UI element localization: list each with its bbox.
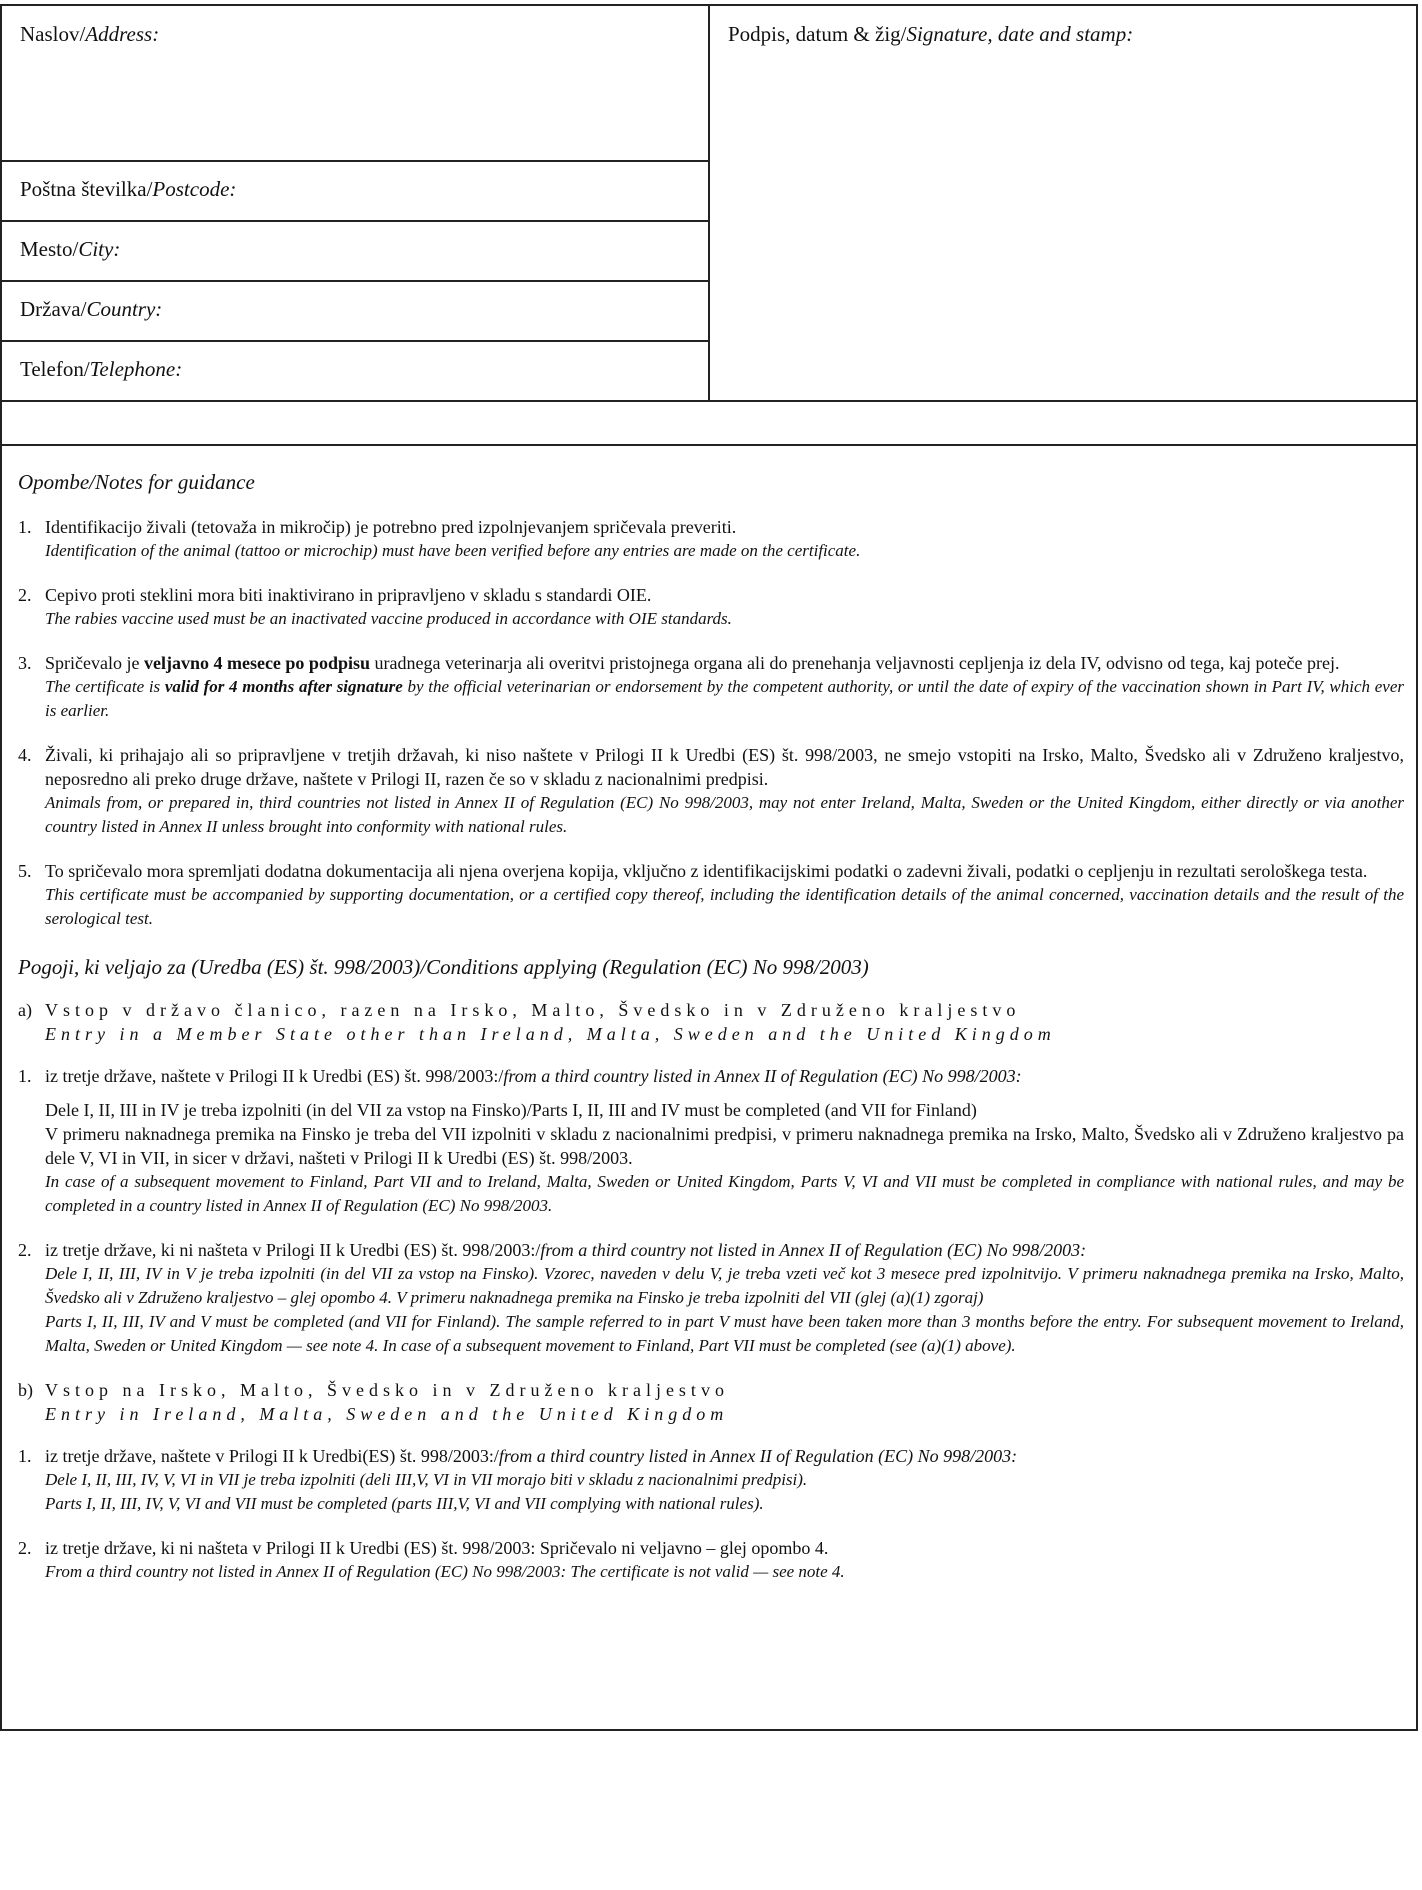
condition-item: 1. iz tretje države, naštete v Prilogi II k Uredbi(ES) št. 998/2003:/from a third country listed in Annex II of Regulation (EC) No 998/2003: Dele I, II, III, IV, V, VI in VII je treba izpolniti (deli III,V, VI in VII morajo biti v skladu z nacionalnimi predpisi). Parts I, II, III, IV, V, VI and VII must be completed (parts III,V, VI and VII complying with national rules).: [18, 1446, 1018, 1513]
divider: [2, 220, 708, 222]
condition-item: 1. iz tretje države, naštete v Prilogi II k Uredbi (ES) št. 998/2003:/from a third country listed in Annex II of Regulation (EC) No 998/2003: Dele I, II, III in IV je treba izpolniti (in del VII za vstop na Finsko)/Parts I, II, III and IV must be completed (and VII for Finland) V primeru naknadnega premika na Finsko je treba del VII izpolniti v skladu z nacionalnimi predpisi, v primeru naknadnega premika na Irsko, Malto, Švedsko ali v Združeno kraljestvo pa dele V, VI in VII, in sicer v državi, našteti v Prilogi II k Uredbi (ES) št. 998/2003. In case of a subsequent movement to Finland, Part VII and to Ireland, Malta, Sweden or United Kingdom, Parts V, VI and VII must be completed in compliance with national rules, and may be completed in a country listed in Annex II of Regulation (EC) No 998/2003.: [18, 1066, 1404, 1215]
divider: [2, 444, 1416, 446]
section-a-heading: a) Vstop v državo članico, razen na Irsko, Malto, Švedsko in v Združeno kraljestvo Entry in a Member State other than Ireland, Malta, Sweden and the United Kingdom: [18, 1000, 1056, 1044]
note-item: 4. Živali, ki prihajajo ali so pripravljene v tretjih državah, ki niso naštete v Prilogi II k Uredbi (ES) št. 998/2003, ne smejo vstopiti na Irsko, Malto, Švedsko ali v Združeno kraljestvo, neposredno ali preko druge države, naštete v Prilogi II, razen če so v skladu z nacionalnimi predpisi. Animals from, or prepared in, third countries not listed in Annex II of Regulation (EC) No 998/2003, may not enter Ireland, Malta, Sweden or the United Kingdom, either directly or via another country listed in Annex II unless brought into conformity with national rules.: [18, 745, 1404, 836]
column-divider: [708, 6, 710, 402]
note-item: 2. Cepivo proti steklini mora biti inaktivirano in pripravljeno v skladu s standardi OIE. The rabies vaccine used must be an inactivated vaccine produced in accordance with OIE standards.: [18, 585, 732, 628]
conditions-title: Pogoji, ki veljajo za (Uredba (ES) št. 998/2003)/Conditions applying (Regulation (EC) No 998/2003): [18, 955, 869, 979]
divider: [2, 400, 1416, 402]
divider: [2, 340, 708, 342]
condition-item: 2. iz tretje države, ki ni našteta v Prilogi II k Uredbi (ES) št. 998/2003: Spričevalo ni veljavno – glej opombo 4. From a third country not listed in Annex II of Regulation (EC) No 998/2003: The certificate is not valid — see note 4.: [18, 1538, 845, 1581]
divider: [2, 280, 708, 282]
postcode-field[interactable]: Poštna številka/Postcode:: [20, 177, 237, 201]
divider: [2, 160, 708, 162]
address-field[interactable]: Naslov/Address:: [20, 22, 160, 46]
notes-section: [18, 470, 1404, 1604]
country-field[interactable]: Država/Country:: [20, 297, 163, 321]
note-item: 1. Identifikacijo živali (tetovaža in mikročip) je potrebno pred izpolnjevanjem spričevala preveriti. Identification of the animal (tattoo or microchip) must have been verified before any entries are made on the certificate.: [18, 517, 861, 560]
notes-title: Opombe/Notes for guidance: [18, 470, 255, 494]
note-item: 3. Spričevalo je veljavno 4 mesece po podpisu uradnega veterinarja ali overitvi pristojnega organa ali do prenehanja veljavnosti cepljenja iz dela IV, odvisno od tega, kaj poteče prej. The certificate is valid for 4 months after signature by the official veterinarian or endorsement by the competent authority, or until the date of expiry of the vaccination shown in Part IV, which ever is earlier.: [18, 653, 1404, 720]
telephone-field[interactable]: Telefon/Telephone:: [20, 357, 183, 381]
signature-field[interactable]: Podpis, datum & žig/Signature, date and stamp:: [728, 22, 1134, 46]
city-field[interactable]: Mesto/City:: [20, 237, 121, 261]
condition-item: 2. iz tretje države, ki ni našteta v Prilogi II k Uredbi (ES) št. 998/2003:/from a third country not listed in Annex II of Regulation (EC) No 998/2003: Dele I, II, III, IV in V je treba izpolniti (in del VII za vstop na Finsko). Vzorec, naveden v delu V, je treba vzeti več kot 3 mesece pred izpolnitvijo. V primeru naknadnega premika na Irsko, Malto, Švedsko ali v Združeno kraljestvo – glej opombo 4. V primeru naknadnega premika na Finsko je treba izpolniti del VII (glej (a)(1) zgoraj) Parts I, II, III, IV and V must be completed (and VII for Finland). The sample referred to in part V must have been taken more than 3 months before the entry. For subsequent movement to Ireland, Malta, Sweden or United Kingdom — see note 4. In case of a subsequent movement to Finland, Part VII must be completed (see (a)(1) above).: [18, 1240, 1404, 1355]
section-b-heading: b) Vstop na Irsko, Malto, Švedsko in v Združeno kraljestvo Entry in Ireland, Malta, Sweden and the United Kingdom: [18, 1380, 729, 1424]
note-item: 5. To spričevalo mora spremljati dodatna dokumentacija ali njena overjena kopija, vključno z identifikacijskimi podatki o zadevni živali, podatki o cepljenju in rezultati serološkega testa. This certificate must be accompanied by supporting documentation, or a certified copy thereof, including the identification details of the animal concerned, vaccination details and the result of the serological test.: [18, 861, 1404, 928]
